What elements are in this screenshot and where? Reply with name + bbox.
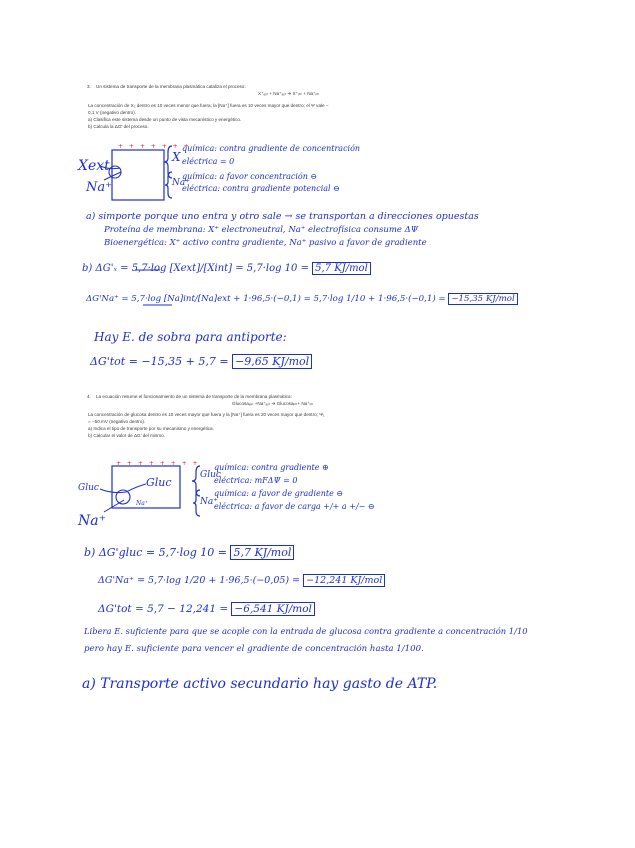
- p4-quim-gluc: química: contra gradiente ⊕: [214, 463, 329, 472]
- p4-label-gluc-in: Gluc: [146, 476, 172, 489]
- p4-elec-na: eléctrica: a favor de carga +/+ a +/− ⊖: [214, 502, 375, 511]
- p4-question-a: a) Indica el tipo de transporte por su mecanismo y energética.: [88, 426, 214, 431]
- p3-question-b: b) Calcula la ΔG' del proceso.: [88, 124, 149, 129]
- p4-label-na: Na⁺: [78, 513, 106, 529]
- p3-question-a: a) Clasifica este sistema desde un punto de vista mecanístico y energético.: [88, 117, 242, 122]
- p3-answer-total: [90, 355, 312, 368]
- p4-label-gluc-out: Gluc: [78, 483, 99, 493]
- p4-brace-gluc: Gluc: [200, 470, 221, 480]
- p4-answer-total: [98, 603, 315, 615]
- p3-answer-a3: Bioenergética: X⁺ activo contra gradiente, Na⁺ pasivo a favor de gradiente: [104, 238, 427, 248]
- p3-elec-x: eléctrica = 0: [182, 157, 235, 166]
- p3-answer-b2: [86, 294, 518, 304]
- p3-b2-expression: ΔG'Na⁺ = 5,7·log [Na]int/[Na]ext + 1·96,5·(−0,1) = 5,7·log 1/10 + 1·96,5·(−0,1) =: [86, 294, 446, 304]
- p3-answer-a1: a) simporte porque uno entra y otro sale → se transportan a direcciones opuestas: [86, 211, 479, 222]
- p4-answer-a: a) Transporte activo secundario hay gasto de ATP.: [82, 676, 438, 692]
- p3-hay-energia: Hay E. de sobra para antiporte:: [94, 330, 287, 344]
- p3-label-na: Na⁺: [86, 180, 112, 195]
- p4-statement: La ecuación resume el funcionamiento de un sistema de transporte de la membrana plasmática:: [96, 394, 292, 399]
- p3-number: 3.: [87, 84, 91, 89]
- p3-b1-expression: b) ΔG'ₓ = 5,7·log [Xext]/[Xint] = 5,7·log 10 =: [82, 263, 309, 274]
- p4-brace-na: Na⁺: [200, 497, 218, 507]
- p4-answer-b2: [98, 575, 385, 586]
- p3-b2-result: −15,35 KJ/mol: [448, 293, 517, 305]
- p3-total-expression: ΔG'tot = −15,35 + 5,7 =: [90, 355, 229, 368]
- p4-membrane-charges: + + + + + + + +: [116, 460, 200, 467]
- p3-label-xext: Xext: [78, 158, 110, 174]
- p4-note-line2: pero hay E. suficiente para vencer el gradiente de concentración hasta 1/100.: [84, 644, 424, 654]
- p3-brace-x: X: [172, 150, 181, 164]
- p3-answer-a2: Proteína de membrana: X⁺ electroneutral, Na⁺ electrofísica consume ΔΨ: [104, 225, 419, 235]
- p4-total-expression: ΔG'tot = 5,7 − 12,241 =: [98, 603, 229, 615]
- p3-total-result: −9,65 KJ/mol: [232, 354, 312, 369]
- p4-conditions2: = −50 mV (negativo dentro).: [88, 419, 146, 424]
- p3-conditions2: 0,1 V (negativo dentro).: [88, 110, 137, 115]
- p4-total-result: −6,541 KJ/mol: [231, 602, 314, 616]
- p3-equation: X⁺ₑₓₜ + Na⁺ₑₓₜ ➔ X⁺ᵢₙₜ + Na⁺ᵢₙₜ: [258, 91, 320, 96]
- p4-b2-expression: ΔG'Na⁺ = 5,7·log 1/20 + 1·96,5·(−0,05) =: [98, 575, 301, 586]
- p3-b1-result: 5,7 KJ/mol: [312, 262, 371, 275]
- p4-label-na-small: Na⁺: [136, 500, 148, 507]
- p4-question-b: b) Calcular el valor de ΔG' del mismo.: [88, 433, 165, 438]
- p3-conditions: La concentración de X₂ dentro es 10 veces menor que fuera; la [Na⁺] fuera es 10 veces mayor que dentro; el Ψ vale −: [88, 103, 329, 108]
- p4-number: 4.: [87, 394, 91, 399]
- p3-quim-x: química: contra gradiente de concentración: [182, 144, 361, 153]
- p3-brace-na: Na⁺: [172, 178, 190, 188]
- p4-b1-expression: b) ΔG'gluc = 5,7·log 10 =: [84, 546, 227, 559]
- p4-b1-result: 5,7 KJ/mol: [230, 545, 294, 560]
- p4-b2-result: −12,241 KJ/mol: [303, 574, 385, 587]
- p4-answer-b1: [84, 546, 294, 559]
- p3-membrane-charges: + + + + + + +: [118, 143, 191, 150]
- p4-note-line1: Libera E. suficiente para que se acople con la entrada de glucosa contra gradiente a concentración 1/10: [84, 626, 528, 636]
- p3-statement: Un sistema de transporte de la membrana plasmática cataliza el proceso:: [96, 84, 246, 89]
- p4-elec-gluc: eléctrica: mFΔΨ = 0: [214, 476, 298, 485]
- p3-elec-na: eléctrica: contra gradiente potencial ⊖: [182, 184, 340, 193]
- p4-conditions: La concentración de glucosa dentro es 10 veces mayor que fuera y la [Na⁺] fuera es 20 veces mayor que dentro; Ψ₁: [88, 412, 325, 417]
- p4-quim-na: química: a favor de gradiente ⊖: [214, 489, 344, 498]
- p3-answer-b1: [82, 263, 371, 274]
- p4-equation: Glucosaₑₓₜ +Na⁺ₑₓₜ ➔ Glucosaᵢₙₜ+ Na⁺ᵢₙₜ: [232, 401, 314, 406]
- p3-quim-na: química: a favor concentración ⊖: [182, 172, 318, 181]
